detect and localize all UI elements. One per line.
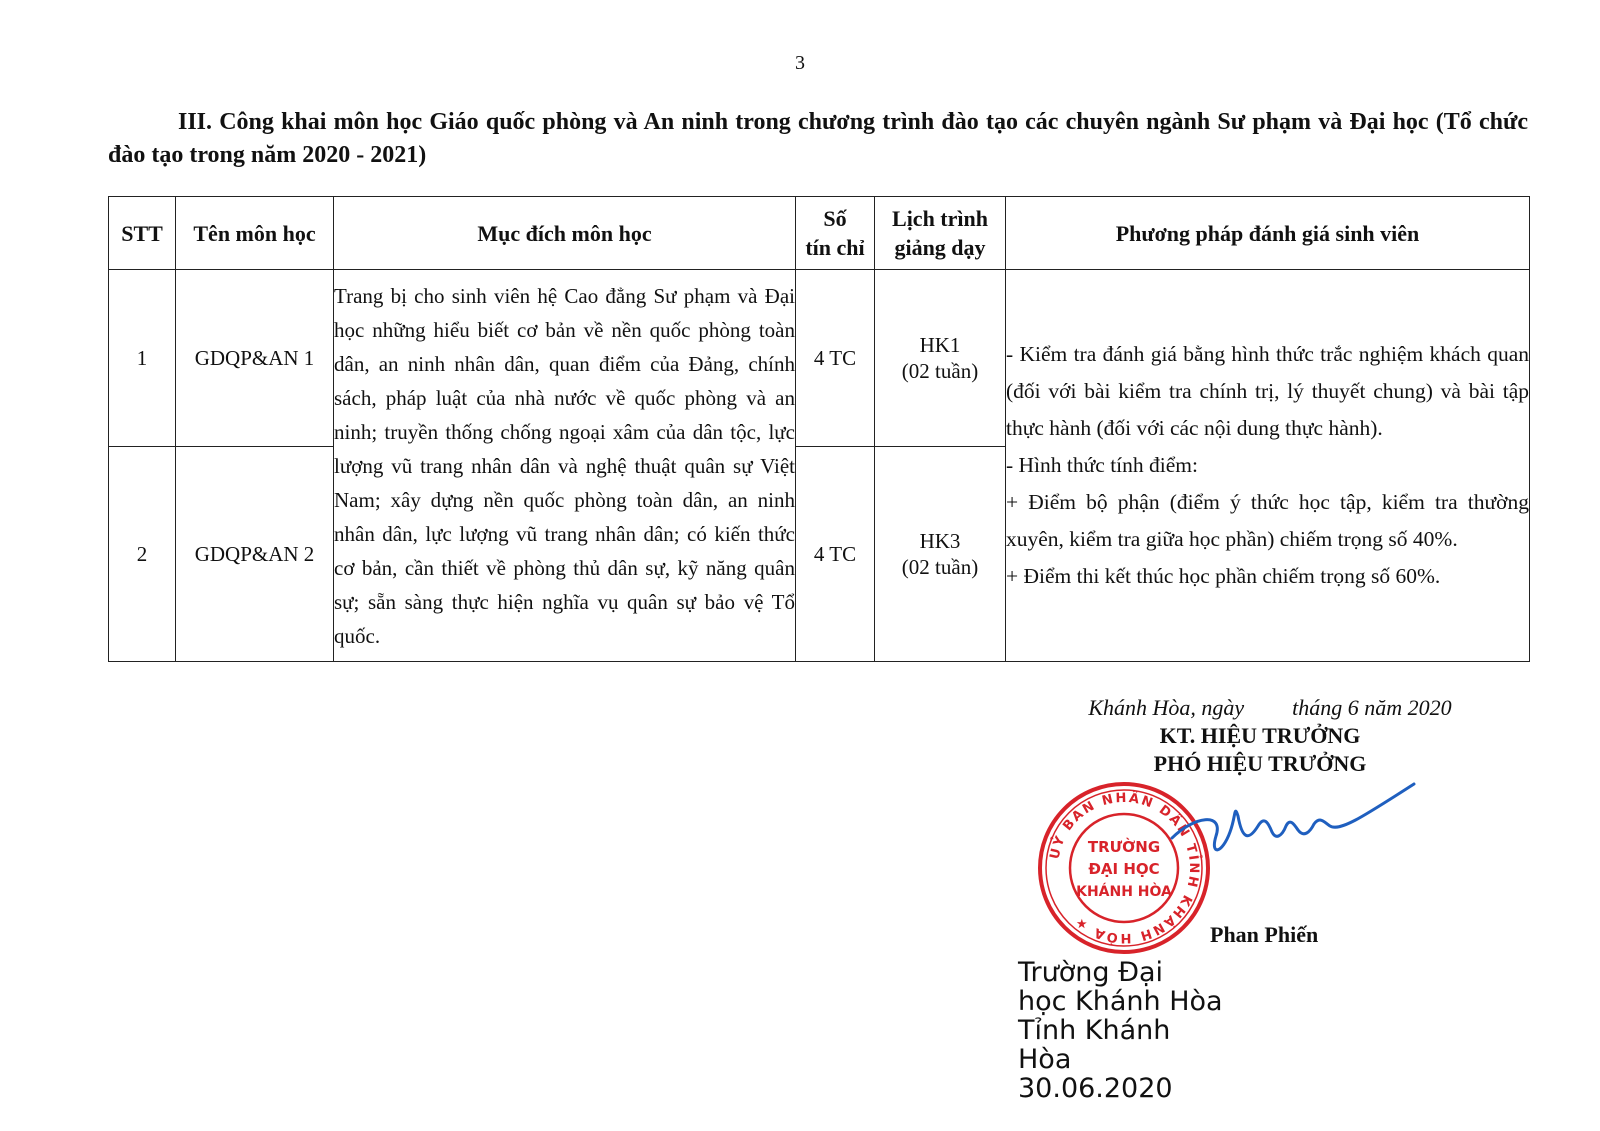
header-schedule bbox=[875, 197, 1006, 270]
header-credits-line1: Số bbox=[823, 206, 847, 231]
evaluation-line: + Điểm bộ phận (điểm ý thức học tập, kiểm tra thường xuyên, kiểm tra giữa học phần) chiếm trọng số 40%. bbox=[1006, 490, 1529, 551]
cell-schedule-term: HK1 bbox=[919, 333, 961, 357]
svg-text:ĐẠI HỌC: ĐẠI HỌC bbox=[1088, 860, 1160, 878]
header-evaluation: Phương pháp đánh giá sinh viên bbox=[1006, 197, 1530, 270]
svg-text:UỶ BAN NHÂN DÂN TỈNH KHÁNH HÒA: UỶ BAN NHÂN DÂN TỈNH KHÁNH HÒA ★ bbox=[1047, 790, 1202, 946]
evaluation-line: + Điểm thi kết thúc học phần chiếm trọng số 60%. bbox=[1006, 564, 1441, 588]
evaluation-line: - Hình thức tính điểm: bbox=[1006, 453, 1198, 477]
digital-signature-line: Trường Đại bbox=[1018, 957, 1164, 988]
table-header-row bbox=[109, 197, 1530, 270]
handwritten-signature-icon bbox=[1164, 776, 1424, 896]
signature-block bbox=[1030, 694, 1490, 778]
digital-signature-date: 30.06.2020 bbox=[1018, 1073, 1173, 1104]
digital-signature-line: Hòa bbox=[1018, 1044, 1072, 1075]
cell-credits: 4 TC bbox=[796, 447, 875, 662]
cell-subject-name: GDQP&AN 2 bbox=[176, 447, 334, 662]
header-schedule-line2: giảng dạy bbox=[894, 235, 986, 260]
header-credits-line2: tín chỉ bbox=[805, 235, 865, 260]
cell-purpose: Trang bị cho sinh viên hệ Cao đẳng Sư phạm và Đại học những hiểu biết cơ bản về nền quốc phòng toàn dân, an ninh nhân dân, quan điểm của Đảng, chính sách, pháp luật của nhà nước về quốc phòng và an ninh; truyền thống chống ngoại xâm của dân tộc, lực lượng vũ trang nhân dân và nghệ thuật quân sự Việt Nam; xây dựng nền quốc phòng toàn dân, an ninh nhân dân, lực lượng vũ trang nhân dân; có kiến thức cơ bản, cần thiết về phòng thủ dân sự, kỹ năng quân sự; sẵn sàng thực hiện nghĩa vụ quân sự bảo vệ Tổ quốc. bbox=[334, 270, 796, 662]
page-number: 3 bbox=[795, 52, 805, 74]
cell-schedule bbox=[875, 270, 1006, 447]
cell-stt: 1 bbox=[109, 270, 176, 447]
section-heading: III. Công khai môn học Giáo quốc phòng và An ninh trong chương trình đào tạo các chuyên ngành Sư phạm và Đại học (Tổ chức đào tạo trong năm 2020 - 2021) bbox=[108, 109, 1528, 168]
svg-text:KHÁNH HÒA: KHÁNH HÒA bbox=[1076, 884, 1172, 900]
header-stt: STT bbox=[109, 197, 176, 270]
signing-date-part2: tháng 6 năm 2020 bbox=[1292, 695, 1452, 720]
signer-title-1: KT. HIỆU TRƯỞNG bbox=[1159, 723, 1361, 748]
header-schedule-line1: Lịch trình bbox=[892, 206, 988, 231]
cell-stt: 2 bbox=[109, 447, 176, 662]
cell-schedule-duration: (02 tuần) bbox=[901, 555, 979, 579]
digital-signature-stamp bbox=[1018, 958, 1258, 1103]
header-purpose: Mục đích môn học bbox=[334, 197, 796, 270]
signer-title-2: PHÓ HIỆU TRƯỞNG bbox=[1153, 751, 1367, 776]
cell-subject-name: GDQP&AN 1 bbox=[176, 270, 334, 447]
svg-text:TRƯỜNG: TRƯỜNG bbox=[1087, 838, 1161, 856]
header-credits bbox=[796, 197, 875, 270]
evaluation-line: - Kiểm tra đánh giá bằng hình thức trắc nghiệm khách quan (đối với bài kiểm tra chính trị, lý thuyết chung) và bài tập thực hành (đối với các nội dung thực hành). bbox=[1006, 342, 1529, 440]
digital-signature-line: Tỉnh Khánh bbox=[1018, 1015, 1171, 1046]
cell-schedule-duration: (02 tuần) bbox=[901, 359, 979, 383]
signer-name: Phan Phiến bbox=[1210, 922, 1319, 947]
table-row bbox=[109, 270, 1530, 447]
subjects-table bbox=[108, 196, 1530, 662]
signing-date bbox=[1030, 694, 1490, 722]
header-subject-name: Tên môn học bbox=[176, 197, 334, 270]
digital-signature-line: học Khánh Hòa bbox=[1018, 986, 1223, 1017]
cell-schedule bbox=[875, 447, 1006, 662]
cell-schedule-term: HK3 bbox=[919, 529, 961, 553]
cell-evaluation bbox=[1006, 270, 1530, 662]
signing-date-part1: Khánh Hòa, ngày bbox=[1088, 695, 1245, 720]
cell-credits: 4 TC bbox=[796, 270, 875, 447]
